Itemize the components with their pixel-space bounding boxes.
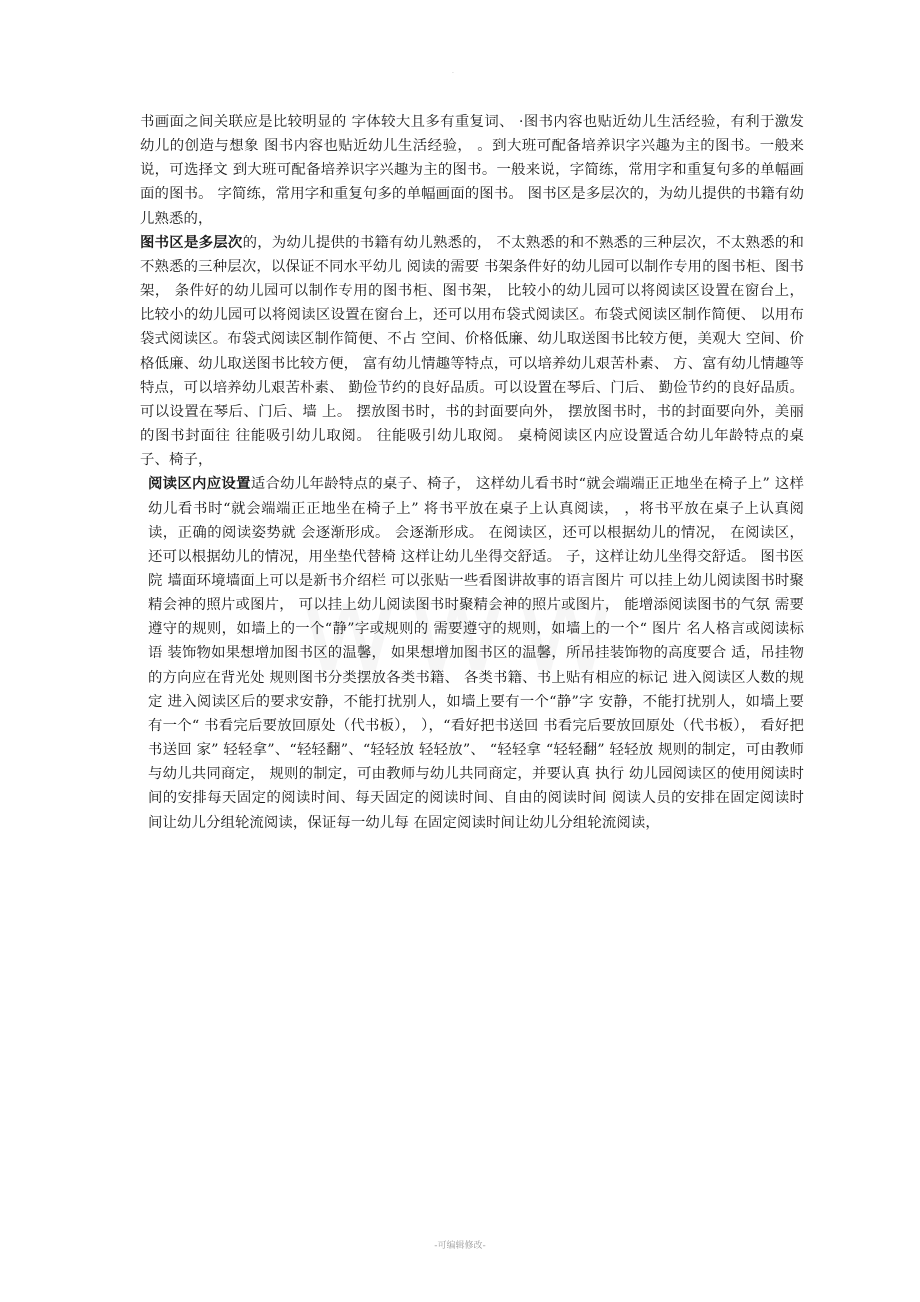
paragraph-1 [140,110,804,231]
header-mark: · [452,70,454,77]
paragraph-3-text: 适合幼儿年龄特点的桌子、椅子， 这样幼儿看书时“就会端端正正地坐在椅子上” 这样幼儿看书时“就会端端正正地坐在椅子上” 将书平放在桌子上认真阅读， ，将书平放在桌子上认真阅读，正确的阅读姿势就 会逐渐形成。 会逐渐形成。 在阅读区，还可以根据幼儿的情况， 在阅读区，还可以根据幼儿的情况，用坐垫代替椅 这样让幼儿坐得交舒适。 子，这样让幼儿坐得交舒适。 图书医院 墙面环境墙面上可以是新书介绍栏 可以张贴一些看图讲故事的语言图片 可以挂上幼儿阅读图书时聚精会神的照片或图片， 可以挂上幼儿阅读图书时聚精会神的照片或图片， 能增添阅读图书的气氛 需要遵守的规则，如墙上的一个“静”字或规则的 需要遵守的规则，如墙上的一个“ 图片 名人格言或阅读标语 装饰物如果想增加图书区的温馨， 如果想增加图书区的温馨，所吊挂装饰物的高度要合 适，吊挂物的方向应在背光处 规则图书分类摆放各类书籍、 各类书籍、书上贴有相应的标记 进入阅读区人数的规定 进入阅读区后的要求安静，不能打扰别人，如墙上要有一个“静”字 安静，不能打扰别人，如墙上要有一个“ 书看完后要放回原处（代书板）， ），“看好把书送回 书看完后要放回原处（代书板）， 看好把书送回 家” 轻轻拿”、“轻轻翻”、“轻轻放 轻轻放”、 “轻轻拿 “轻轻翻” 轻轻放 规则的制定，可由教师与幼儿共同商定， 规则的制定，可由教师与幼儿共同商定，并要认真 执行 幼儿园阅读区的使用阅读时间的安排每天固定的阅读时间、每天固定的阅读时间、自由的阅读时间 阅读人员的安排在固定阅读时间让幼儿分组轮流阅读，保证每一幼儿每 在固定阅读时间让幼儿分组轮流阅读， [148,476,804,831]
paragraph-3-heading: 阅读区内应设置 [148,475,251,493]
paragraph-2 [140,231,804,473]
paragraph-2-heading: 图书区是多层次 [140,233,243,251]
document-body [140,110,804,835]
paragraph-3 [140,472,804,834]
paragraph-1-text: 书画面之间关联应是比较明显的 字体较大且多有重复词、 ·图书内容也贴近幼儿生活经验，有利于激发幼儿的创造与想象 图书内容也贴近幼儿生活经验， 。到大班可配备培养识字兴趣为主的图书。一般来说，可选择文 到大班可配备培养识字兴趣为主的图书。一般来说，字简练，常用字和重复句多的单幅画面的图书。 字简练，常用字和重复句多的单幅画面的图书。 图书区是多层次的，为幼儿提供的书籍有幼儿熟悉的， [140,114,804,227]
page-footer: -可编辑修改- [434,1241,486,1251]
paragraph-2-text: 的，为幼儿提供的书籍有幼儿熟悉的， 不太熟悉的和不熟悉的三种层次，不太熟悉的和不熟悉的三种层次，以保证不同水平幼儿 阅读的需要 书架条件好的幼儿园可以制作专用的图书柜、图书架， 条件好的幼儿园可以制作专用的图书柜、图书架， 比较小的幼儿园可以将阅读区设置在窗台上， 比较小的幼儿园可以将阅读区设置在窗台上，还可以用布袋式阅读区。布袋式阅读区制作简便、 以用布袋式阅读区。布袋式阅读区制作简便、不占 空间、价格低廉、幼儿取送图书比较方便，美观大 空间、价格低廉、幼儿取送图书比较方便， 富有幼儿情趣等特点，可以培养幼儿艰苦朴素、 方、富有幼儿情趣等特点，可以培养幼儿艰苦朴素、 勤俭节约的良好品质。可以设置在琴后、门后、 勤俭节约的良好品质。可以设置在琴后、门后、墙 上。 摆放图书时，书的封面要向外， 摆放图书时，书的封面要向外，美丽的图书封面往 往能吸引幼儿取阅。 往能吸引幼儿取阅。 桌椅阅读区内应设置适合幼儿年龄特点的桌子、椅子， [140,234,804,469]
